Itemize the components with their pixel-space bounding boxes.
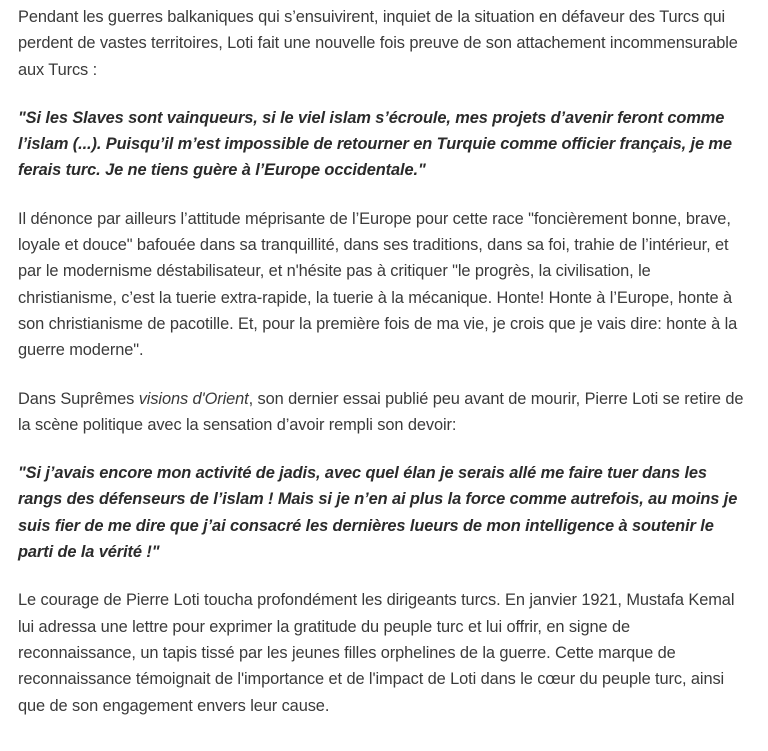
paragraph-balkan-wars: Pendant les guerres balkaniques qui s’ensuivirent, inquiet de la situation en défaveur des Turcs qui perdent de vastes territoires, Loti fait une nouvelle fois preuve de son attachement incommensurable aux Turcs : [18, 8, 738, 79]
paragraph-text-after: , son dernier essai publié peu avant de mourir, Pierre Loti se retire de la scène politique avec la sensation d’avoir rempli son devoir: [18, 389, 744, 434]
paragraph-text-before: Dans Suprêmes [18, 389, 139, 408]
quote-slaves-islam: "Si les Slaves sont vainqueurs, si le viel islam s’écroule, mes projets d’avenir feront comme l’islam (...). Puisqu’il m’est impossible de retourner en Turquie comme officier français, je me ferais turc. Je ne tiens guère à l’Europe occidentale." [18, 108, 732, 180]
paragraph-mustafa-kemal: Le courage de Pierre Loti toucha profondément les dirigeants turcs. En janvier 1921, Mustafa Kemal lui adressa une lettre pour exprimer la gratitude du peuple turc et lui offrir, en signe de reconnaissance, un tapis tissé par les jeunes filles orphelines de la guerre. Cette marque de reconnaissance témoignait de l'importance et de l'impact de Loti dans le cœur du peuple turc, ainsi que de son engagement envers leur cause. [18, 591, 735, 715]
book-title-italic: visions d'Orient [138, 389, 249, 408]
paragraph-europe-criticism: Il dénonce par ailleurs l’attitude méprisante de l’Europe pour cette race "foncièrement bonne, brave, loyale et douce" bafouée dans sa tranquillité, dans ses traditions, dans sa foi, trahie de l’intérieur, et par le modernisme déstabilisateur, et n'hésite pas à critiquer "le progrès, la civilisation, le christianisme, c’est la tuerie extra-rapide, la tuerie à la mécanique. Honte! Honte à l’Europe, honte à son christianisme de pacotille. Et, pour la première fois de ma vie, je crois que je vais dire: honte à la guerre moderne". [18, 209, 738, 360]
quote-defenders-islam: "Si j’avais encore mon activité de jadis, avec quel élan je serais allé me faire tuer dans les rangs des défenseurs de l’islam ! Mais si je n’en ai plus la force comme autrefois, au moins je suis fier de me dire que j’ai consacré les dernières lueurs de mon intelligence à soutenir le parti de la vérité !" [18, 464, 738, 562]
paragraph-supremes-visions [18, 386, 752, 439]
